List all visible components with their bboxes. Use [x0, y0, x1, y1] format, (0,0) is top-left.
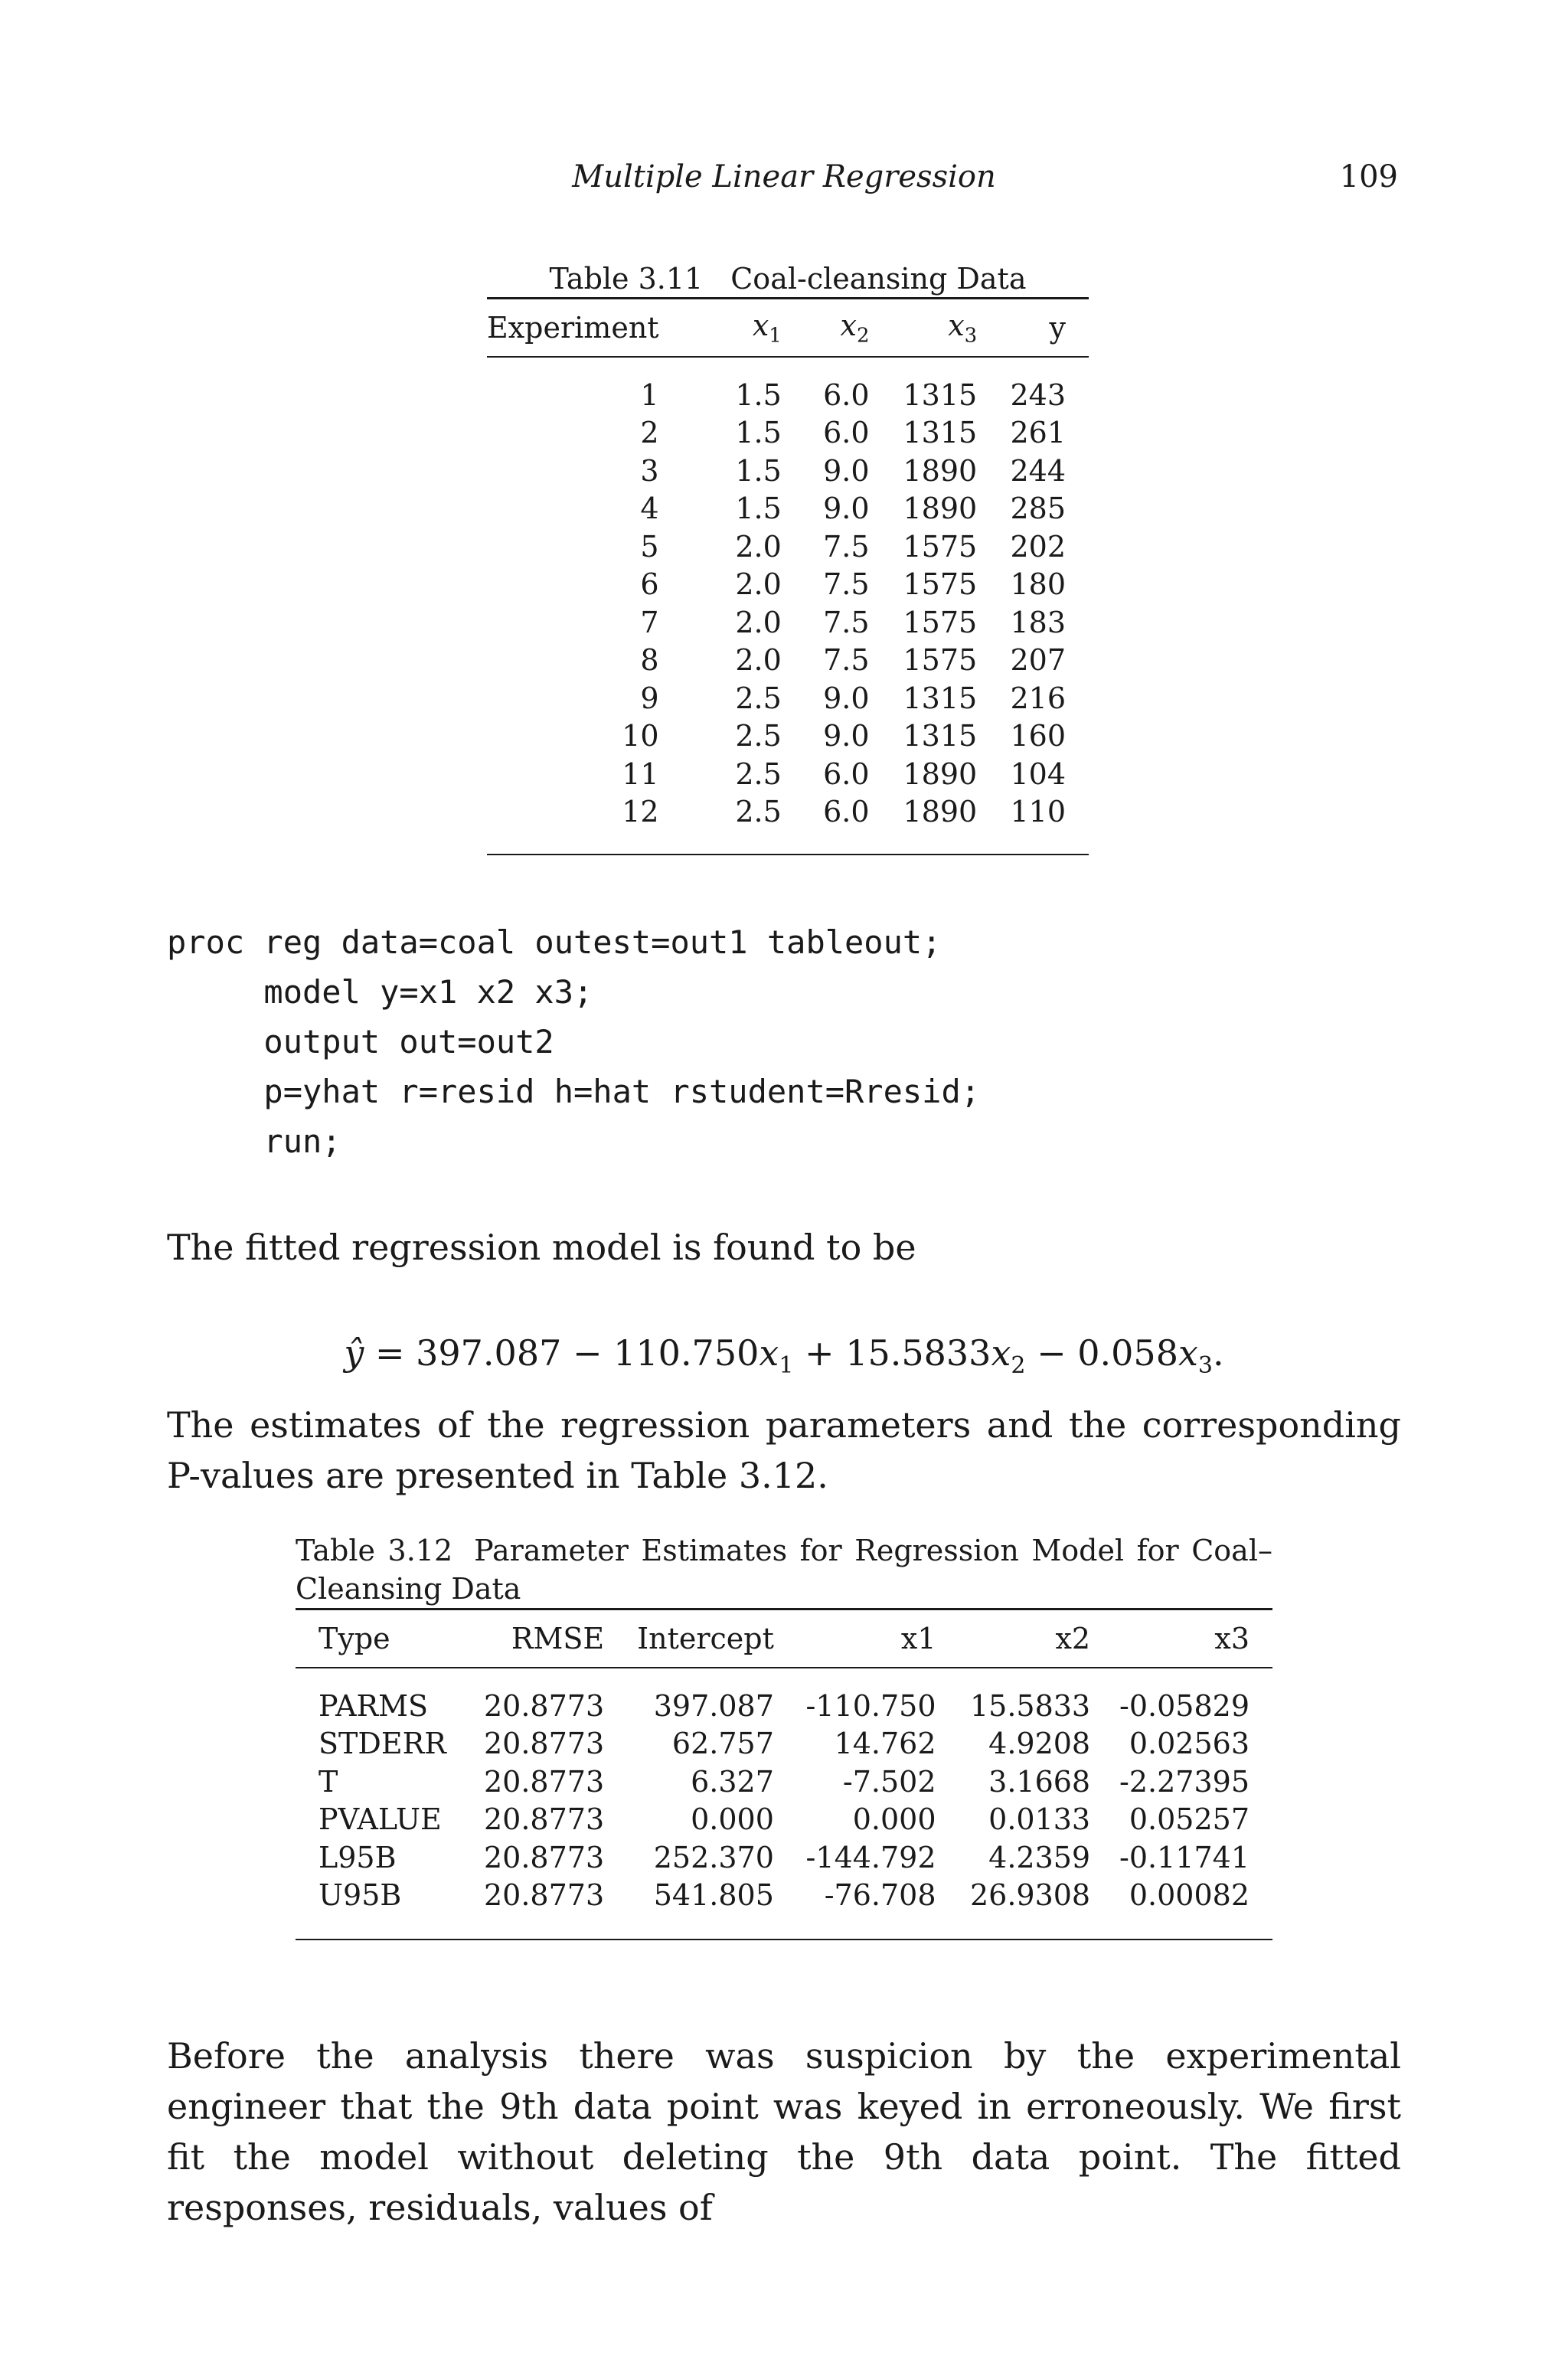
table-cell: STDERR [318, 1727, 446, 1761]
table-cell: 2.5 [735, 795, 782, 829]
table-end-space [487, 831, 1089, 854]
paragraph-estimates: The estimates of the regression parameters and the corresponding P-values are presented in Table 3.12. [167, 1404, 1401, 1496]
table-cell: 207 [1010, 643, 1066, 678]
table-cell: 110 [1010, 795, 1066, 829]
table-cell: U95B [318, 1878, 402, 1913]
table-cell: PVALUE [318, 1802, 442, 1837]
page-number: 109 [1339, 159, 1398, 194]
table-cell: 6.0 [823, 795, 870, 829]
table-3-11-title: Coal-cleansing Data [730, 262, 1027, 296]
table-row [296, 1725, 1272, 1763]
table-header-row [487, 299, 1089, 357]
table-3-12-bottom-rule [296, 1939, 1272, 1940]
table-cell: 2.0 [735, 605, 782, 639]
table-cell: 7.5 [823, 567, 870, 602]
table-cell: -76.708 [824, 1878, 936, 1913]
table-cell: 202 [1010, 529, 1066, 564]
table-cell: 6.0 [823, 377, 870, 412]
table-cell: 1890 [903, 492, 978, 526]
table-cell: L95B [318, 1840, 397, 1874]
table-cell: 20.8773 [484, 1840, 605, 1874]
table-cell: 5 [640, 529, 659, 564]
col-header-rmse: RMSE [511, 1622, 605, 1655]
table-3-11-bottom-rule [487, 854, 1089, 855]
table-cell: 9.0 [823, 453, 870, 488]
table-cell: 2.5 [735, 681, 782, 715]
table-cell: -0.11741 [1119, 1840, 1250, 1874]
table-row [487, 717, 1089, 756]
paragraph-fitted-model: The fitted regression model is found to be [167, 1227, 916, 1268]
table-row [296, 1763, 1272, 1801]
table-cell: 20.8773 [484, 1764, 605, 1799]
table-row [487, 376, 1089, 414]
table-cell: 261 [1010, 416, 1066, 450]
table-cell: 10 [622, 719, 659, 753]
table-cell: 6.0 [823, 757, 870, 791]
table-row [296, 1838, 1272, 1877]
table-cell: -2.27395 [1119, 1764, 1250, 1799]
table-cell: -7.502 [842, 1764, 936, 1799]
table-cell: 8 [640, 643, 659, 678]
table-cell: 26.9308 [969, 1878, 1091, 1913]
table-row [487, 528, 1089, 566]
table-cell: 3 [640, 453, 659, 488]
table-cell: 9 [640, 681, 659, 715]
table-cell: 20.8773 [484, 1688, 605, 1723]
table-cell: 9.0 [823, 719, 870, 753]
table-cell: 7.5 [823, 643, 870, 678]
table-3-12-title: Parameter Estimates for Regression Model for Coal–Cleansing Data [296, 1534, 1272, 1606]
table-3-12-number: Table 3.12 [296, 1534, 453, 1567]
table-3-12-grid [296, 1610, 1272, 1939]
table-cell: -144.792 [805, 1840, 936, 1874]
table-row [296, 1687, 1272, 1725]
table-3-11-caption [487, 260, 1089, 297]
table-cell: 1.5 [735, 453, 782, 488]
table-cell: 1.5 [735, 377, 782, 412]
table-cell: 4 [640, 492, 659, 526]
table-cell: 1890 [903, 795, 978, 829]
table-cell: 285 [1010, 492, 1066, 526]
table-cell: 6.327 [691, 1764, 774, 1799]
table-cell: 1575 [903, 643, 978, 678]
table-cell: 0.0133 [988, 1802, 1091, 1837]
paragraph-analysis: Before the analysis there was suspicion by the experimental engineer that the 9th data point was keyed in erroneously. We first fit the model without deleting the 9th data point. The fitted responses, residuals, values of [167, 2035, 1401, 2228]
table-header-rule-row [296, 1668, 1272, 1687]
regression-equation: ŷ = $397.087 - 110.750x_1 + 15.5833x_2 - 0.058x_3$. [344, 1332, 1224, 1380]
table-cell: 1890 [903, 453, 978, 488]
col-header-y: y [1049, 311, 1066, 345]
table-cell: -110.750 [805, 1688, 936, 1723]
table-row [296, 1877, 1272, 1915]
table-cell: 15.5833 [969, 1688, 1091, 1723]
table-cell: 1575 [903, 567, 978, 602]
col-header-experiment: Experiment [487, 311, 659, 345]
table-cell: 3.1668 [988, 1764, 1091, 1799]
table-cell: 2.0 [735, 529, 782, 564]
table-cell: 2.5 [735, 757, 782, 791]
table-cell: 1.5 [735, 416, 782, 450]
table-cell: 62.757 [671, 1727, 774, 1761]
table-row [487, 452, 1089, 490]
table-header-row [296, 1610, 1272, 1668]
table-cell: 7 [640, 605, 659, 639]
table-row [487, 414, 1089, 453]
table-cell: T [318, 1764, 338, 1799]
table-3-11-grid [487, 299, 1089, 854]
table-cell: 104 [1010, 757, 1066, 791]
table-cell: 1890 [903, 757, 978, 791]
table-row [487, 642, 1089, 680]
table-cell: 2.0 [735, 643, 782, 678]
table-3-12-caption [296, 1531, 1272, 1608]
table-cell: 6 [640, 567, 659, 602]
code-line: output out=out2 [167, 1023, 554, 1060]
col-header-x1: $x_1$ [752, 308, 782, 348]
table-cell: 4.2359 [988, 1840, 1091, 1874]
table-cell: 1315 [903, 719, 978, 753]
table-cell: 4.9208 [988, 1727, 1091, 1761]
table-cell: 1315 [903, 681, 978, 715]
table-cell: 0.000 [691, 1802, 774, 1837]
code-line: p=yhat r=resid h=hat rstudent=Rresid; [167, 1073, 981, 1110]
col-header-x3: x3 [1214, 1622, 1250, 1655]
table-end-space [296, 1914, 1272, 1939]
table-cell: 1315 [903, 377, 978, 412]
table-row [487, 490, 1089, 528]
table-cell: 183 [1010, 605, 1066, 639]
table-cell: 20.8773 [484, 1878, 605, 1913]
table-cell: 2 [640, 416, 659, 450]
col-header-x2: $x_2$ [840, 308, 870, 348]
table-cell: 20.8773 [484, 1727, 605, 1761]
table-cell: 397.087 [653, 1688, 774, 1723]
table-cell: 2.0 [735, 567, 782, 602]
table-row [487, 755, 1089, 793]
table-row [296, 1801, 1272, 1839]
table-cell: 20.8773 [484, 1802, 605, 1837]
table-cell: 1315 [903, 416, 978, 450]
table-cell: 216 [1010, 681, 1066, 715]
table-header-rule-row [487, 357, 1089, 376]
table-row [487, 793, 1089, 832]
table-cell: 7.5 [823, 529, 870, 564]
code-line: run; [167, 1123, 341, 1160]
table-cell: 0.000 [852, 1802, 936, 1837]
table-cell: 6.0 [823, 416, 870, 450]
table-cell: 9.0 [823, 492, 870, 526]
code-line: proc reg data=coal outest=out1 tableout; [167, 923, 942, 961]
col-header-x2: x2 [1055, 1622, 1091, 1655]
table-row [487, 679, 1089, 717]
table-cell: 1575 [903, 605, 978, 639]
table-cell: 2.5 [735, 719, 782, 753]
table-cell: 244 [1010, 453, 1066, 488]
code-line: model y=x1 x2 x3; [167, 973, 593, 1011]
table-cell: 252.370 [653, 1840, 774, 1874]
table-cell: 243 [1010, 377, 1066, 412]
table-cell: 0.02563 [1129, 1727, 1250, 1761]
table-cell: 1.5 [735, 492, 782, 526]
running-title: Multiple Linear Regression [572, 159, 996, 194]
sas-code-block [167, 917, 980, 1166]
table-row [487, 566, 1089, 604]
table-cell: 7.5 [823, 605, 870, 639]
table-cell: 1 [640, 377, 659, 412]
table-cell: -0.05829 [1119, 1688, 1250, 1723]
table-cell: 1575 [903, 529, 978, 564]
table-cell: 12 [622, 795, 659, 829]
table-cell: 180 [1010, 567, 1066, 602]
col-header-x1: x1 [900, 1622, 936, 1655]
col-header-x3: $x_3$ [948, 308, 978, 348]
table-cell: 9.0 [823, 681, 870, 715]
table-3-11 [487, 260, 1089, 855]
table-cell: 0.05257 [1129, 1802, 1250, 1837]
col-header-type: Type [318, 1622, 390, 1655]
table-cell: PARMS [318, 1688, 429, 1723]
table-3-12 [296, 1531, 1272, 1940]
table-row [487, 603, 1089, 642]
table-3-11-number: Table 3.11 [549, 262, 704, 296]
table-cell: 0.00082 [1129, 1878, 1250, 1913]
col-header-intercept: Intercept [637, 1622, 774, 1655]
table-cell: 541.805 [653, 1878, 774, 1913]
table-cell: 160 [1010, 719, 1066, 753]
table-cell: 11 [622, 757, 659, 791]
table-cell: 14.762 [834, 1727, 936, 1761]
